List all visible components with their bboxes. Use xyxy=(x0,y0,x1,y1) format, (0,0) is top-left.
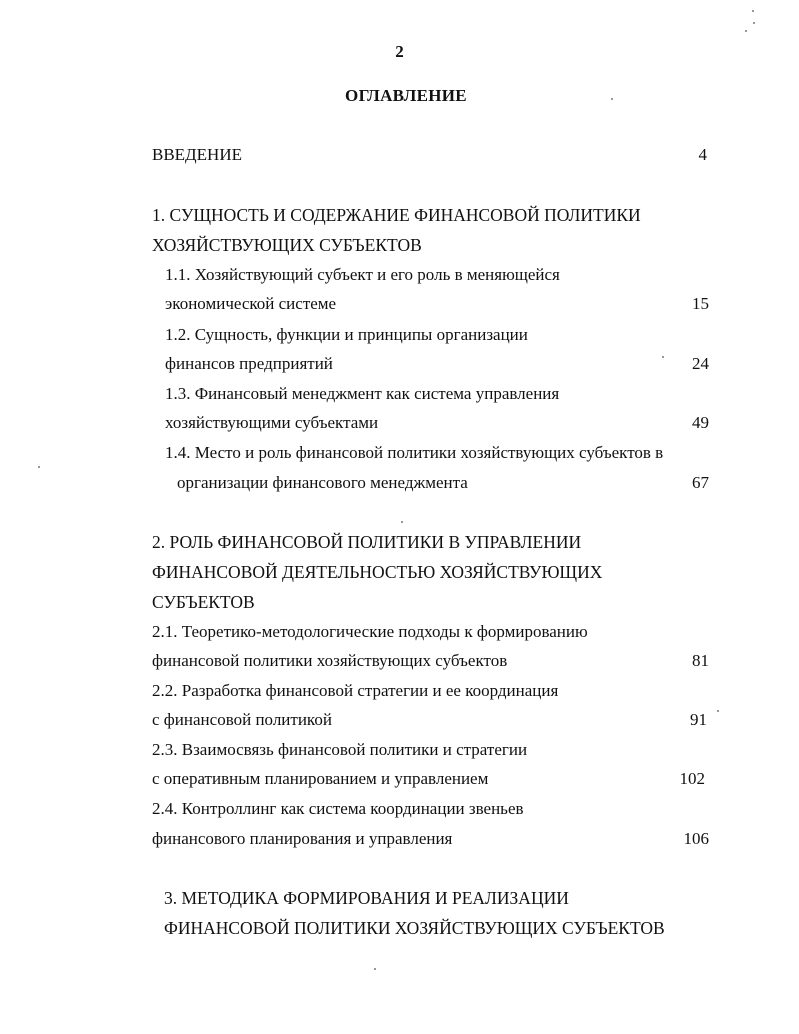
toc-entry-2-2-line-2: с финансовой политикой xyxy=(152,710,332,729)
page-number: 2 xyxy=(395,42,404,61)
toc-entry-1-1-line-1: 1.1. Хозяйствующий субъект и его роль в меняющейся xyxy=(165,265,560,284)
toc-entry-2-3-page: 102 xyxy=(679,769,705,788)
toc-title: ОГЛАВЛЕНИЕ xyxy=(345,86,467,105)
chapter-1-heading-line-2: ХОЗЯЙСТВУЮЩИХ СУБЪЕКТОВ xyxy=(152,235,422,255)
toc-entry-1-1-page: 15 xyxy=(692,294,709,313)
chapter-1-heading-line-1: 1. СУЩНОСТЬ И СОДЕРЖАНИЕ ФИНАНСОВОЙ ПОЛИТИКИ xyxy=(152,205,641,225)
scan-speck xyxy=(717,710,719,712)
toc-entry-2-3-line-2: с оперативным планированием и управлением xyxy=(152,769,489,788)
toc-entry-2-4-page: 106 xyxy=(683,829,709,848)
scan-speck xyxy=(611,98,613,100)
toc-entry-1-4-line-2: организации финансового менеджмента xyxy=(177,473,468,492)
toc-entry-1-3-page: 49 xyxy=(692,413,709,432)
toc-intro-page: 4 xyxy=(698,145,707,164)
chapter-2-heading-line-3: СУБЪЕКТОВ xyxy=(152,592,255,612)
scan-speck xyxy=(662,356,664,358)
toc-entry-1-2-line-2: финансов предприятий xyxy=(165,354,333,373)
scan-speck xyxy=(401,521,403,523)
toc-entry-2-2-line-1: 2.2. Разработка финансовой стратегии и ее координация xyxy=(152,681,559,700)
chapter-3-heading-line-1: 3. МЕТОДИКА ФОРМИРОВАНИЯ И РЕАЛИЗАЦИИ xyxy=(164,888,569,908)
scan-speck xyxy=(752,10,754,12)
toc-entry-2-1-line-2: финансовой политики хозяйствующих субъектов xyxy=(152,651,508,670)
toc-entry-2-1-page: 81 xyxy=(692,651,709,670)
toc-entry-2-4-line-2: финансового планирования и управления xyxy=(152,829,453,848)
toc-entry-1-4-page: 67 xyxy=(692,473,709,492)
chapter-2-heading-line-2: ФИНАНСОВОЙ ДЕЯТЕЛЬНОСТЬЮ ХОЗЯЙСТВУЮЩИХ xyxy=(152,562,603,582)
scan-speck xyxy=(38,466,40,468)
toc-entry-1-3-line-2: хозяйствующими субъектами xyxy=(165,413,379,432)
chapter-3-heading-line-2: ФИНАНСОВОЙ ПОЛИТИКИ ХОЗЯЙСТВУЮЩИХ СУБЪЕКТОВ xyxy=(164,918,665,938)
toc-entry-1-2-page: 24 xyxy=(692,354,709,373)
toc-entry-1-4-line-1: 1.4. Место и роль финансовой политики хозяйствующих субъектов в xyxy=(165,443,664,462)
chapter-2-heading-line-1: 2. РОЛЬ ФИНАНСОВОЙ ПОЛИТИКИ В УПРАВЛЕНИИ xyxy=(152,532,582,552)
toc-entry-2-4-line-1: 2.4. Контроллинг как система координации звеньев xyxy=(152,799,524,818)
scan-speck xyxy=(745,30,747,32)
scan-speck xyxy=(374,968,376,970)
toc-entry-1-1-line-2: экономической системе xyxy=(165,294,337,313)
toc-entry-1-2-line-1: 1.2. Сущность, функции и принципы организации xyxy=(165,325,528,344)
toc-entry-2-3-line-1: 2.3. Взаимосвязь финансовой политики и стратегии xyxy=(152,740,528,759)
toc-entry-2-2-page: 91 xyxy=(690,710,707,729)
toc-entry-2-1-line-1: 2.1. Теоретико-методологические подходы к формированию xyxy=(152,622,588,641)
scan-speck xyxy=(753,22,755,24)
toc-intro-label: ВВЕДЕНИЕ xyxy=(152,145,242,164)
toc-entry-1-3-line-1: 1.3. Финансовый менеджмент как система управления xyxy=(165,384,560,403)
